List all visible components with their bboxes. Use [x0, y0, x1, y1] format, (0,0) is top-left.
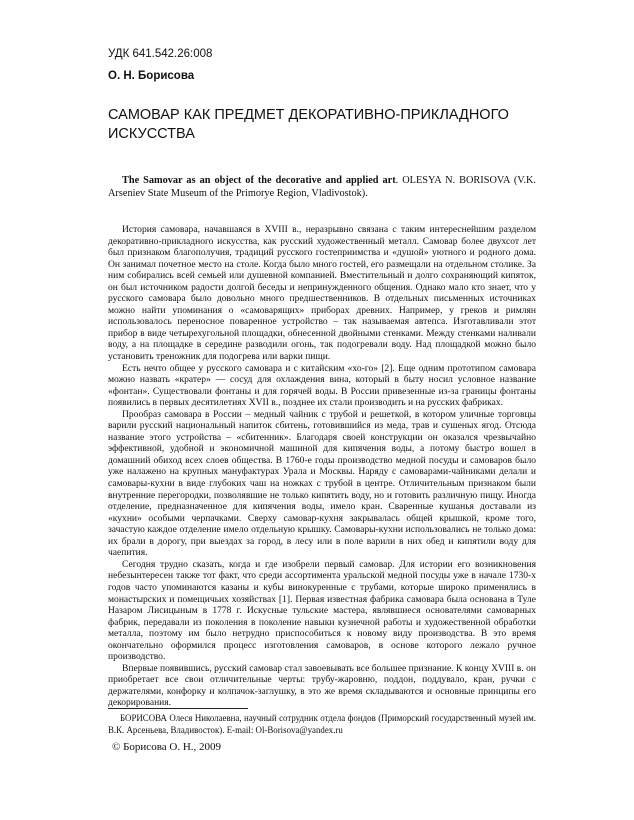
body-paragraph: Впервые появившись, русский самовар стал завоевывать все большее признание. К концу XVIII в. он приобретает все свои отличительные черты: трубу-жаровню, поддон, поддувало, кран, ручки с держателями, конфорку и колпачок-заглушку, в это же время складываются и основные принципы его декорирования.: [108, 662, 536, 709]
author-name: О. Н. Борисова: [108, 70, 195, 82]
english-author-affiliation: . OLESYA N. BORISOVA (V.K. Arseniev State Museum of the Primorye Region, Vladivostok).: [108, 175, 536, 199]
author-info: БОРИСОВА Олеся Николаевна, научный сотрудник отдела фондов (Приморский государственный музей им. В.К. Арсеньева, Владивосток). E-mail: Ol-Borisova@yandex.ru: [108, 713, 536, 735]
body-paragraph: Есть нечто общее у русского самовара и с китайским «хо-го» [2]. Еще одним прототипом самовара можно назвать «кратер» — сосуд для охлаждения вина, который в быту носил условное название «фонтан». Существовали фонтаны и для горячей воды. В России привезенные из-за границы фонтаны появились в первых десятилетиях XVII в., позднее их стали производить и на русских фабриках.: [108, 362, 536, 409]
body-paragraph: История самовара, начавшаяся в XVIII в., неразрывно связана с таким интереснейшим разделом декоративно-прикладного искусства, как русский художественный металл. Самовар более двухсот лет был признаком благополучия, традиций русского гостеприимства и «душой» уютного и родного дома. Он занимал почетное место на столе. Когда было много гостей, его размещали на отдельном столике. За ним собирались всей семьей или душевной компанией. Вместительный и долго сохраняющий кипяток, он был источником радости долгой беседы и непринужденного общения. Однако мало кто знает, что у русского самовара было довольно много предшественников. В отдельных письменных источниках можно найти упоминания о «самоварящих» приборах древних. Например, у греков и римлян использовалось переносное поваренное устройство – так называемая автепса. Изготавливали этот прибор в виде четырехугольной площадки, обнесенной двойными стенками. Между стенками наливали воду, а на площадке в середине разводили огонь, так подогревали воду. Над площадкой можно было установить треножник для подогрева или варки пищи.: [108, 224, 536, 363]
english-abstract: [108, 174, 536, 200]
body-paragraph: Прообраз самовара в России – медный чайник с трубой и решеткой, в котором уличные торговцы варили русский национальный напиток сбитень, готовившийся из меда, трав и сушеных ягод. Отсюда название этого устройства – «сбитенник». Благодаря своей конструкции он оказался чрезвычайно эффективной, удобной и экономичной машиной для кипячения воды, а потому быстро вошел в домашний обиход всех слоев общества. В 1760-е годы производство медной посуды и самоваров было уже налажено на крупных мануфактурах Урала и Москвы. Наряду с самоварами-чайниками делали и самовары-кухни в виде глубоких чаш на ножках с трубой в центре. Отличительным признаком были внутренние перегородки, позволявшие не только кипятить воду, но и готовить различную пищу. Иногда отделение, предназначенное для кипячения воды, имело кран. Сваренные кушанья доставали из «кухни» особыми черпачками. Сверху самовар-кухня закрывалась общей крышкой, кроме того, зачастую каждое отделение имело отдельную крышку. Самовары-кухни использовались не только дома: их брали в дорогу, при выездах за город, в лесу или в поле варили в них обед и кипятили воду для чаепития.: [108, 408, 536, 559]
article-title: САМОВАР КАК ПРЕДМЕТ ДЕКОРАТИВНО-ПРИКЛАДНОГО ИСКУССТВА: [108, 107, 509, 142]
article-body: [108, 224, 536, 709]
author-footnote: [108, 713, 536, 736]
body-paragraph: Сегодня трудно сказать, когда и где изобрели первый самовар. Для истории его возникновения небезынтересен также тот факт, что среди ассортимента уральской медной посуды уже в начале 1730-х годов часто упоминаются казаны и кубы винокуренные с трубами, которые широко применялись в монастырских и помещичьих хозяйствах [1]. Первая известная фабрика самовара была основана в Туле Назаром Лисицыным в 1778 г. Искусные тульские мастера, являвшиеся основателями самоварных фабрик, передавали из поколения в поколение навыки кузнечной работы и художественной обработки металла, поэтому им было нетрудно приспособиться к новому виду производства. В это время окончательно оформился процесс изготовления самоваров, в основе которого лежало ручное производство.: [108, 558, 536, 663]
copyright-notice: © Борисова О. Н., 2009: [112, 741, 222, 753]
english-title: The Samovar as an object of the decorative and applied art: [122, 175, 396, 186]
footnote-divider: [108, 708, 248, 709]
udc-code: УДК 641.542.26:008: [108, 48, 213, 60]
